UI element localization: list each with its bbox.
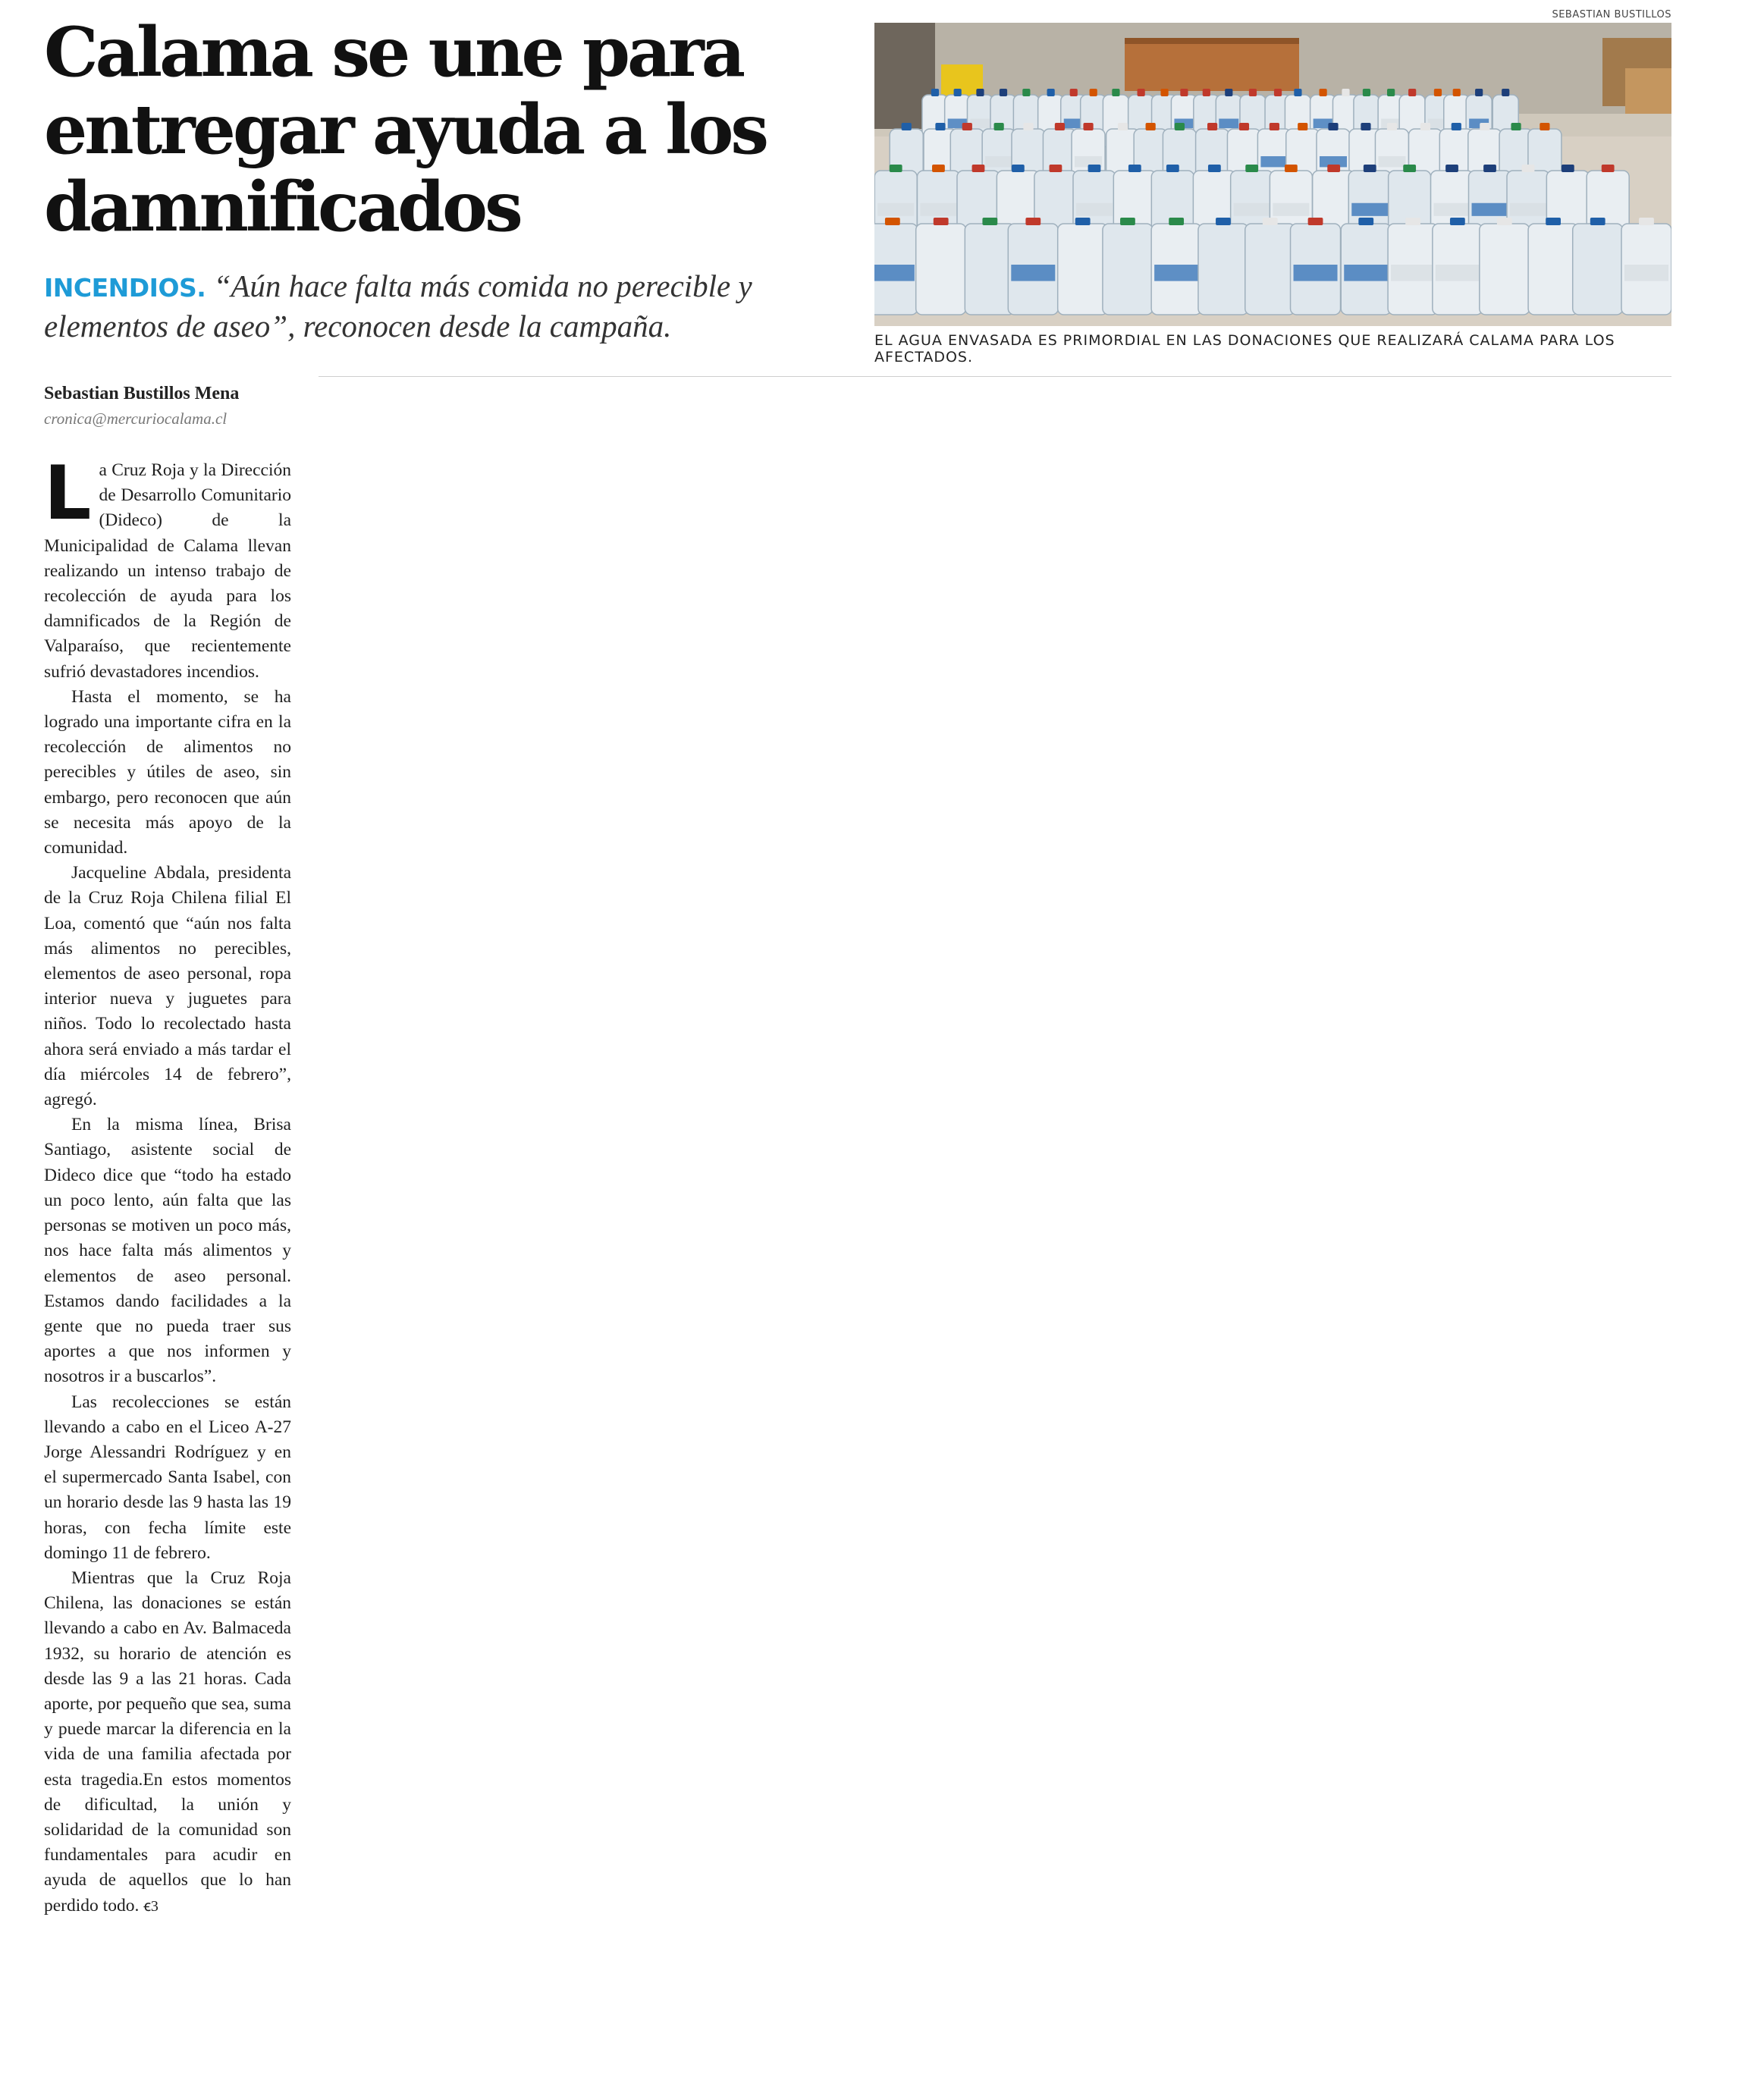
bottle-cap-shape (1364, 165, 1376, 172)
bottle-label-shape (985, 156, 1012, 167)
bottle-cap-shape (1511, 123, 1521, 130)
drop-cap: L (44, 450, 92, 537)
bottle-shape (1528, 224, 1578, 315)
bottle-cap-shape (1208, 165, 1221, 172)
bottle-cap-shape (1434, 89, 1442, 96)
article-body (44, 450, 291, 1919)
bottle-cap-shape (1363, 89, 1370, 96)
byline: Sebastian Bustillos Mena (44, 384, 240, 403)
bottle-cap-shape (1453, 89, 1461, 96)
headline (44, 14, 833, 246)
paragraph-text: Mientras que la Cruz Roja Chilena, las donaciones se están llevando a cabo en Av. Balmaceda 1932, su horario de atención es desde las 9 a las 21 horas. Cada aporte, por pequeño que sea, suma y puede marcar la diferencia en la vida de una familia afectada por esta tragedia.En estos momentos de dificultad, la unión y solidaridad de la comunidad son fundamentales para acudir en ayuda de aquellos que lo han perdido todo. (44, 1567, 291, 1916)
bottle-cap-shape (1146, 123, 1156, 130)
bottle-cap-shape (1405, 218, 1420, 225)
bottle-cap-shape (1387, 89, 1395, 96)
bottle-label-shape (1351, 203, 1388, 216)
bottle-cap-shape (976, 89, 984, 96)
bottle-cap-shape (1327, 165, 1340, 172)
bottle-label-shape (1219, 119, 1238, 129)
bottle-cap-shape (1342, 89, 1349, 96)
bottle-cap-shape (934, 218, 949, 225)
author-email: cronica@mercuriocalama.cl (44, 409, 228, 428)
bottle-label-shape (1076, 203, 1113, 216)
bottle-cap-shape (1285, 165, 1298, 172)
bottle-label-shape (970, 119, 990, 129)
deck (44, 267, 848, 345)
bottle-label-shape (1434, 203, 1471, 216)
bottle-cap-shape (1546, 218, 1561, 225)
bottle-cap-shape (1270, 123, 1279, 130)
bottle-cap-shape (1075, 218, 1091, 225)
bottle-cap-shape (1169, 218, 1184, 225)
bottle-label-shape (1273, 203, 1309, 216)
bottle-cap-shape (1050, 165, 1062, 172)
bottle-cap-shape (1408, 89, 1416, 96)
bottle-cap-shape (890, 165, 902, 172)
paragraph (44, 1566, 291, 1919)
bottle-shape (1058, 224, 1108, 315)
bottle-cap-shape (1160, 89, 1168, 96)
bottle-cap-shape (1298, 123, 1307, 130)
bottle-shape (1103, 224, 1153, 315)
bottle-cap-shape (1480, 123, 1489, 130)
bottle-cap-shape (1294, 89, 1301, 96)
bottle-cap-shape (902, 123, 912, 130)
bottle-cap-shape (1070, 89, 1078, 96)
bottle-cap-shape (1245, 165, 1258, 172)
bottle-cap-shape (1420, 123, 1430, 130)
bottle-cap-shape (1249, 89, 1257, 96)
bottle-label-shape (877, 203, 914, 216)
bottle-label-shape (1472, 203, 1508, 216)
bottle-cap-shape (935, 123, 945, 130)
bottle-label-shape (1436, 265, 1480, 281)
bottle-cap-shape (1328, 123, 1338, 130)
bottle-cap-shape (1088, 165, 1101, 172)
bottle-label-shape (1510, 203, 1546, 216)
bottle-cap-shape (1055, 123, 1065, 130)
end-mark-icon: ꞓ3 (143, 1897, 159, 1915)
bottle-cap-shape (885, 218, 900, 225)
bottle-cap-shape (1112, 89, 1119, 96)
bottle-cap-shape (1562, 165, 1574, 172)
water-bottles-photo (874, 23, 1671, 326)
bottle-label-shape (1260, 156, 1288, 167)
bottle-cap-shape (1207, 123, 1217, 130)
bottle-cap-shape (1320, 89, 1327, 96)
bottle-cap-shape (1497, 218, 1512, 225)
bottle-shape (916, 224, 966, 315)
bottle-cap-shape (982, 218, 997, 225)
bottle-cap-shape (1138, 89, 1145, 96)
bottle-cap-shape (1274, 89, 1282, 96)
section-kicker: INCENDIOS. (44, 273, 206, 303)
bottle-cap-shape (1602, 165, 1615, 172)
paragraph: Jacqueline Abdala, presidenta de la Cruz Roja Chilena filial El Loa, comentó que “aún nos falta más alimentos no perecibles, elementos de aseo personal, ropa interior nueva y juguetes para niños. Todo lo recolectado hasta ahora será enviado a más tardar el día miércoles 14 de febrero”, agregó. (44, 863, 291, 1110)
bottle-cap-shape (1023, 123, 1033, 130)
bottle-label-shape (1378, 156, 1405, 167)
bottle-cap-shape (1000, 89, 1007, 96)
bottle-cap-shape (1203, 89, 1210, 96)
bottle-cap-shape (1361, 123, 1370, 130)
bottle-cap-shape (1012, 165, 1025, 172)
section-divider (319, 376, 1671, 377)
bottle-label-shape (874, 265, 915, 281)
bottle-cap-shape (931, 89, 939, 96)
bottle-cap-shape (1445, 165, 1458, 172)
bottle-shape (1198, 224, 1248, 315)
bottle-cap-shape (1452, 123, 1461, 130)
paragraph: Hasta el momento, se ha logrado una importante cifra en la recolección de alimentos no perecibles y útiles de aseo, sin embargo, pero reconocen que aún se necesita más apoyo de la comunidad. (44, 686, 291, 858)
bottle-cap-shape (954, 89, 962, 96)
headline-line: damnificados (44, 167, 520, 247)
bottle-cap-shape (1047, 89, 1055, 96)
paragraph-text: a Cruz Roja y la Dirección de Desarrollo Comunitario (Dideco) de la Municipalidad de Calama llevan realizando un intenso trabajo de recolección de ayuda para los damnificados de la Región de Valparaíso, que recientemente sufrió devastadores incendios. (44, 460, 291, 682)
bottle-label-shape (1234, 203, 1270, 216)
bottle-cap-shape (1225, 89, 1232, 96)
bottle-cap-shape (972, 165, 985, 172)
bottle-cap-shape (1358, 218, 1373, 225)
bottle-cap-shape (1120, 218, 1135, 225)
bottle-cap-shape (1387, 123, 1397, 130)
bottle-cap-shape (1239, 123, 1249, 130)
photo-caption: EL AGUA ENVASADA ES PRIMORDIAL EN LAS DONACIONES QUE REALIZARÁ CALAMA PARA LOS AFECTADOS. (874, 332, 1615, 366)
bottle-shape (1480, 224, 1530, 315)
bottle-label-shape (1391, 265, 1435, 281)
bottle-cap-shape (1022, 89, 1030, 96)
headline-line: entregar ayuda a los (44, 89, 767, 170)
bottle-cap-shape (1025, 218, 1041, 225)
bottle-cap-shape (1090, 89, 1097, 96)
photo-credit: SEBASTIAN BUSTILLOS (1552, 9, 1671, 20)
bottle-cap-shape (1308, 218, 1323, 225)
bottle-cap-shape (994, 123, 1004, 130)
bottle-cap-shape (1083, 123, 1093, 130)
bottle-cap-shape (962, 123, 972, 130)
bottle-cap-shape (1128, 165, 1141, 172)
bottle-label-shape (1344, 265, 1388, 281)
bottle-cap-shape (1540, 123, 1549, 130)
bottle-cap-shape (1118, 123, 1128, 130)
bottle-cap-shape (1180, 89, 1188, 96)
bottle-cap-shape (1502, 89, 1509, 96)
bottle-label-shape (1294, 265, 1338, 281)
paragraph: Las recolecciones se están llevando a cabo en el Liceo A-27 Jorge Alessandri Rodríguez y en el supermercado Santa Isabel, con un horario desde las 9 hasta las 19 horas, con fecha límite este domingo 11 de febrero. (44, 1392, 291, 1563)
deck-quote: “Aún hace falta más comida no perecible y elementos de aseo”, reconocen desde la campaña. (44, 268, 752, 344)
bottle-shape (965, 224, 1015, 315)
bottle-cap-shape (1450, 218, 1465, 225)
bottle-label-shape (1624, 265, 1668, 281)
bottle-cap-shape (1475, 89, 1483, 96)
paragraph (44, 450, 291, 685)
bottle-shape (1245, 224, 1295, 315)
bottle-cap-shape (1175, 123, 1185, 130)
bottle-cap-shape (1522, 165, 1535, 172)
bottle-cap-shape (1590, 218, 1605, 225)
bottle-cap-shape (1216, 218, 1231, 225)
bottle-label-shape (1011, 265, 1055, 281)
bottle-cap-shape (1639, 218, 1654, 225)
bottle-cap-shape (1483, 165, 1496, 172)
paragraph: En la misma línea, Brisa Santiago, asistente social de Dideco dice que “todo ha estado un poco lento, aún falta que las personas se motiven un poco más, nos hace falta más alimentos y elementos de aseo personal. Estamos dando facilidades a la gente que no pueda traer sus aportes a que nos informen y nosotros ir a buscarlos”. (44, 1115, 291, 1387)
bottle-cap-shape (1403, 165, 1416, 172)
headline-line: Calama se une para (44, 12, 743, 93)
bottle-cap-shape (932, 165, 945, 172)
bottle-shape (1573, 224, 1623, 315)
bottle-label-shape (920, 203, 956, 216)
bottle-label-shape (1154, 265, 1198, 281)
bottle-cap-shape (1263, 218, 1278, 225)
bottle-cap-shape (1166, 165, 1179, 172)
